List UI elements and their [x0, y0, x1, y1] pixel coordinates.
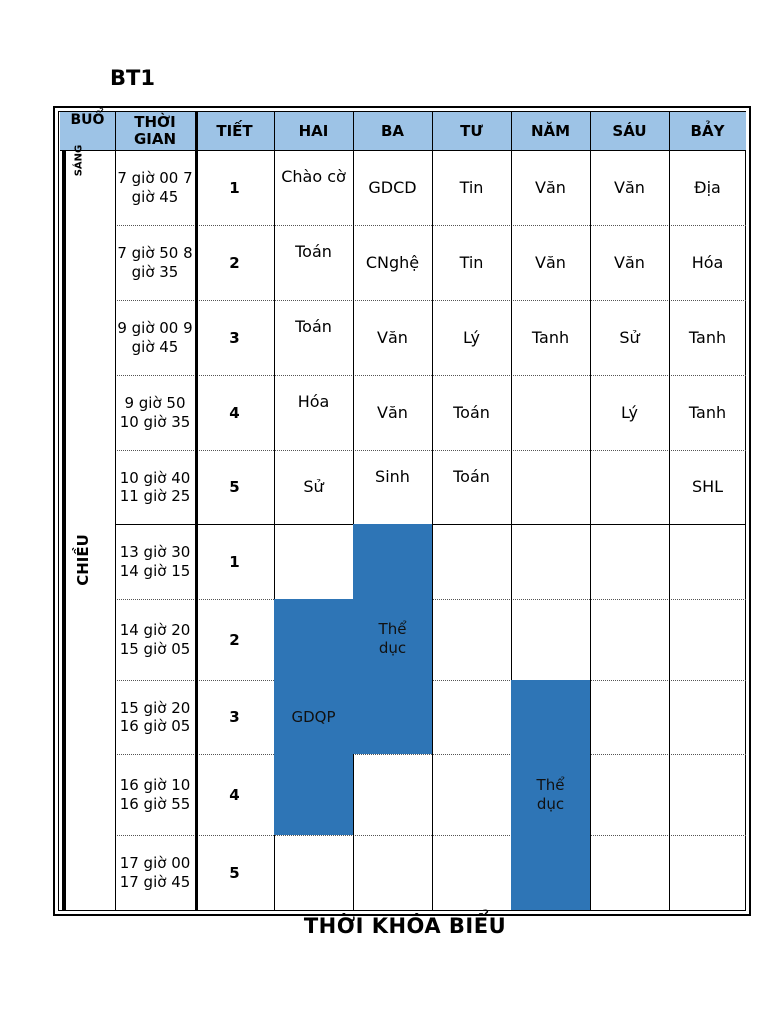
row-divider: [115, 754, 746, 755]
subject-cell: Văn: [377, 402, 408, 422]
column-divider: [115, 112, 116, 910]
time-slot: 16 giờ 10 16 giờ 55: [119, 776, 191, 813]
session-afternoon-label: CHIỀU: [74, 534, 93, 586]
period-number: 1: [229, 552, 240, 571]
row-divider: [115, 450, 746, 451]
subject-cell: Tanh: [688, 402, 727, 422]
period-number: 4: [229, 785, 240, 804]
period-number: 1: [229, 178, 240, 197]
subject-cell: Văn: [535, 252, 566, 272]
subject-cell: Toán: [453, 402, 490, 422]
header-day: TƯ: [432, 112, 511, 150]
period-number: 2: [229, 253, 240, 272]
activity-block: [353, 524, 432, 754]
subject-cell: Chào cờ: [281, 167, 346, 186]
subject-cell: Văn: [377, 327, 408, 347]
column-divider: [432, 112, 433, 910]
time-slot: 17 giờ 00 17 giờ 45: [119, 854, 191, 891]
row-divider: [115, 225, 746, 226]
subject-cell: [511, 375, 590, 450]
column-divider: [669, 112, 670, 910]
period-number: 4: [229, 403, 240, 422]
subject-cell: Sử: [619, 327, 640, 347]
period-number: 2: [229, 630, 240, 649]
time-slot: 13 giờ 30 14 giờ 15: [119, 543, 191, 580]
subject-cell: Tin: [459, 177, 484, 197]
header-period: TIẾT: [195, 112, 274, 150]
time-slot: 14 giờ 20 15 giờ 05: [119, 621, 191, 658]
header-day: NĂM: [511, 112, 590, 150]
subject-cell: Tin: [459, 252, 484, 272]
time-slot: 7 giờ 50 8 giờ 35: [117, 244, 193, 281]
activity-block-label: Thể dục: [378, 620, 407, 657]
header-day: SÁU: [590, 112, 669, 150]
row-divider: [115, 835, 746, 836]
subject-cell: SHL: [691, 477, 724, 496]
subject-cell: [590, 450, 669, 524]
row-divider: [115, 375, 746, 376]
subject-cell: GDCD: [368, 177, 417, 197]
session-afternoon: [64, 520, 102, 600]
column-divider: [590, 112, 591, 910]
column-divider: [353, 112, 354, 910]
column-divider: [195, 112, 198, 910]
subject-cell: CNghệ: [365, 252, 420, 272]
subject-cell: Tanh: [531, 327, 570, 347]
subject-cell: Văn: [614, 252, 645, 272]
time-slot: 10 giờ 40 11 giờ 25: [119, 468, 191, 505]
activity-block-label: Thể dục: [536, 776, 565, 813]
subject-cell: Toán: [295, 242, 332, 261]
page-title: THỜI KHÓA BIỂU: [303, 914, 507, 938]
subject-cell: Lý: [463, 327, 480, 347]
activity-block: [511, 680, 590, 910]
time-slot: 15 giờ 20 16 giờ 05: [119, 698, 191, 735]
header-day: BẢY: [669, 112, 746, 150]
time-slot: 9 giờ 50 10 giờ 35: [119, 394, 191, 431]
subject-cell: Hóa: [691, 252, 724, 272]
subject-cell: Văn: [614, 177, 645, 197]
row-divider: [115, 300, 746, 301]
activity-block-label: GDQP: [291, 707, 336, 726]
header-bottom: [60, 150, 746, 151]
subject-cell: Sinh: [375, 467, 410, 486]
time-slot: 9 giờ 00 9 giờ 45: [117, 319, 193, 356]
subject-cell: Toán: [453, 467, 490, 486]
period-number: 5: [229, 863, 240, 882]
header-time: THỜI GIAN: [115, 112, 195, 150]
subject-cell: Toán: [295, 317, 332, 336]
subject-cell: Hóa: [297, 392, 330, 411]
period-number: 5: [229, 478, 240, 496]
header-day: BA: [353, 112, 432, 150]
header-session: BUỔ: [60, 112, 115, 150]
document-label: BT1: [110, 66, 155, 90]
activity-block: [274, 599, 353, 835]
period-number: 3: [229, 708, 240, 726]
subject-cell: Văn: [535, 177, 566, 197]
subject-cell: Lý: [621, 402, 638, 422]
header-day: HAI: [274, 112, 353, 150]
subject-cell: [511, 450, 590, 524]
session-morning-label: SÁNG: [73, 144, 85, 176]
session-morning: [60, 140, 98, 180]
subject-cell: Sử: [303, 477, 324, 496]
time-slot: 7 giờ 00 7 giờ 45: [117, 169, 193, 206]
subject-cell: Địa: [694, 177, 721, 197]
subject-cell: Tanh: [688, 327, 727, 347]
period-number: 3: [229, 328, 240, 347]
